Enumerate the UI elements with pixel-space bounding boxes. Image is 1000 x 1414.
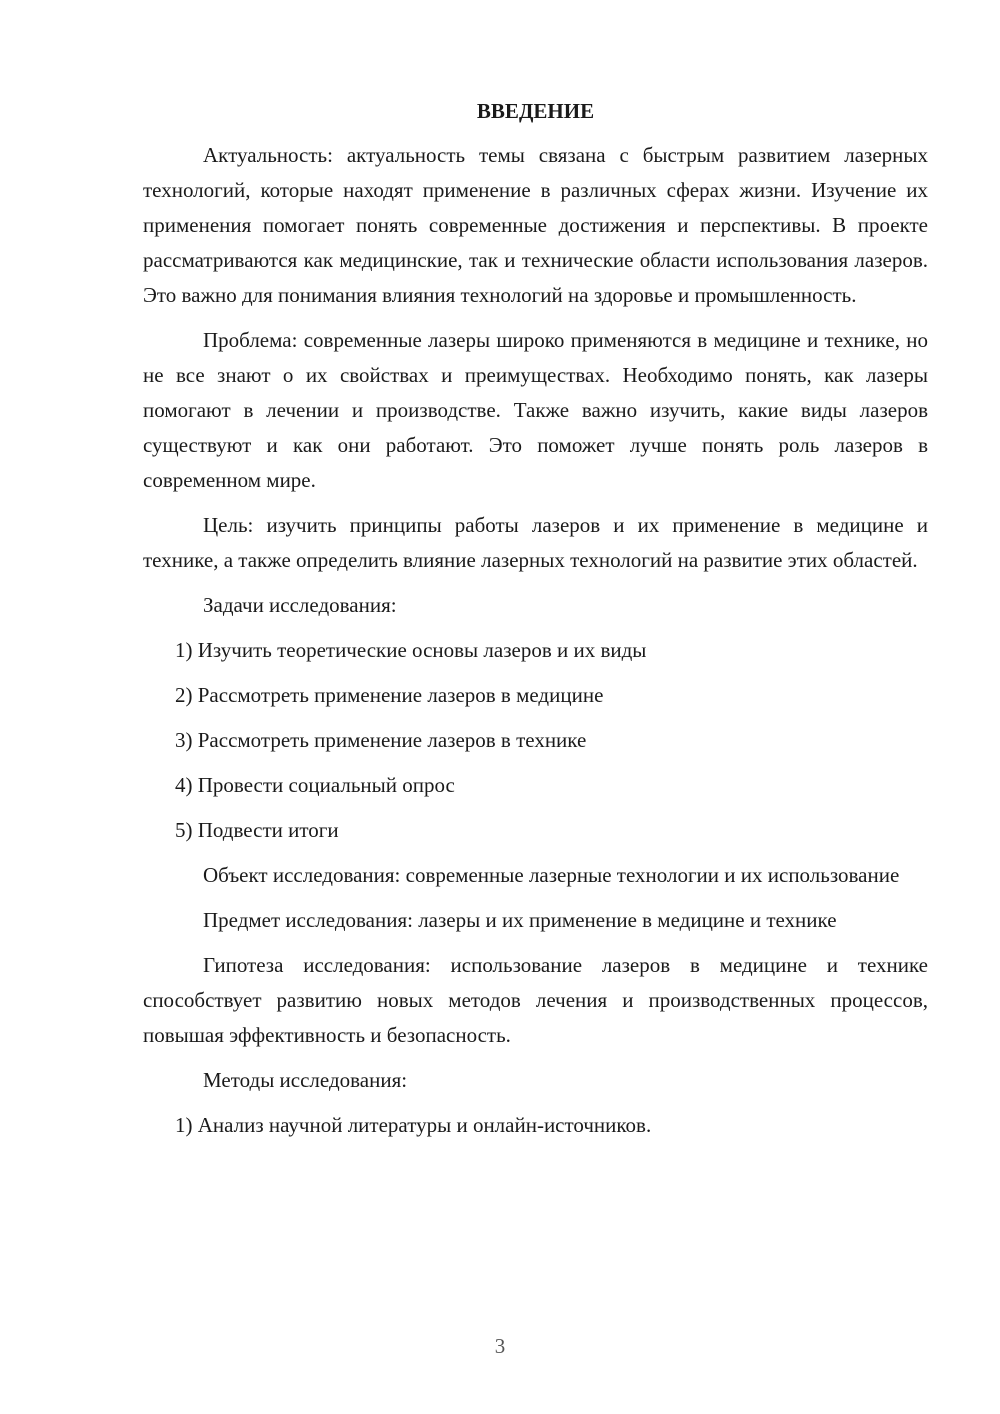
object-paragraph: Объект исследования: современные лазерные технологии и их использование: [203, 863, 900, 887]
methods-label: Методы исследования:: [203, 1068, 408, 1092]
page-number: 3: [494, 1334, 506, 1358]
problem-paragraph: Проблема: современные лазеры широко применяются в медицине и технике, но не все знают о их свойствах и преимуществах. Необходимо понять, как лазеры помогают в лечении и производстве. Также важно изучить, какие виды лазеров существуют и как они работают. Это поможет лучше понять роль лазеров в современном мире.: [143, 328, 928, 492]
task-item: 1) Изучить теоретические основы лазеров и их виды: [175, 638, 647, 662]
hypothesis-paragraph: Гипотеза исследования: использование лазеров в медицине и технике способствует развитию новых методов лечения и производственных процессов, повышая эффективность и безопасность.: [143, 953, 928, 1047]
tasks-label: Задачи исследования:: [203, 593, 397, 617]
subject-paragraph: Предмет исследования: лазеры и их применение в медицине и технике: [203, 908, 837, 932]
task-item: 2) Рассмотреть применение лазеров в медицине: [175, 683, 604, 707]
document-page: [143, 96, 928, 1153]
goal-paragraph: Цель: изучить принципы работы лазеров и их применение в медицине и технике, а также определить влияние лазерных технологий на развитие этих областей.: [143, 513, 928, 572]
task-item: 3) Рассмотреть применение лазеров в технике: [175, 728, 587, 752]
task-item: 4) Провести социальный опрос: [175, 773, 455, 797]
task-item: 5) Подвести итоги: [175, 818, 339, 842]
section-title: ВВЕДЕНИЕ: [476, 99, 595, 123]
relevance-paragraph: Актуальность: актуальность темы связана с быстрым развитием лазерных технологий, которые находят применение в различных сферах жизни. Изучение их применения помогает понять современные достижения и перспективы. В проекте рассматриваются как медицинские, так и технические области использования лазеров. Это важно для понимания влияния технологий на здоровье и промышленность.: [143, 143, 928, 307]
method-item: 1) Анализ научной литературы и онлайн-источников.: [175, 1113, 652, 1137]
